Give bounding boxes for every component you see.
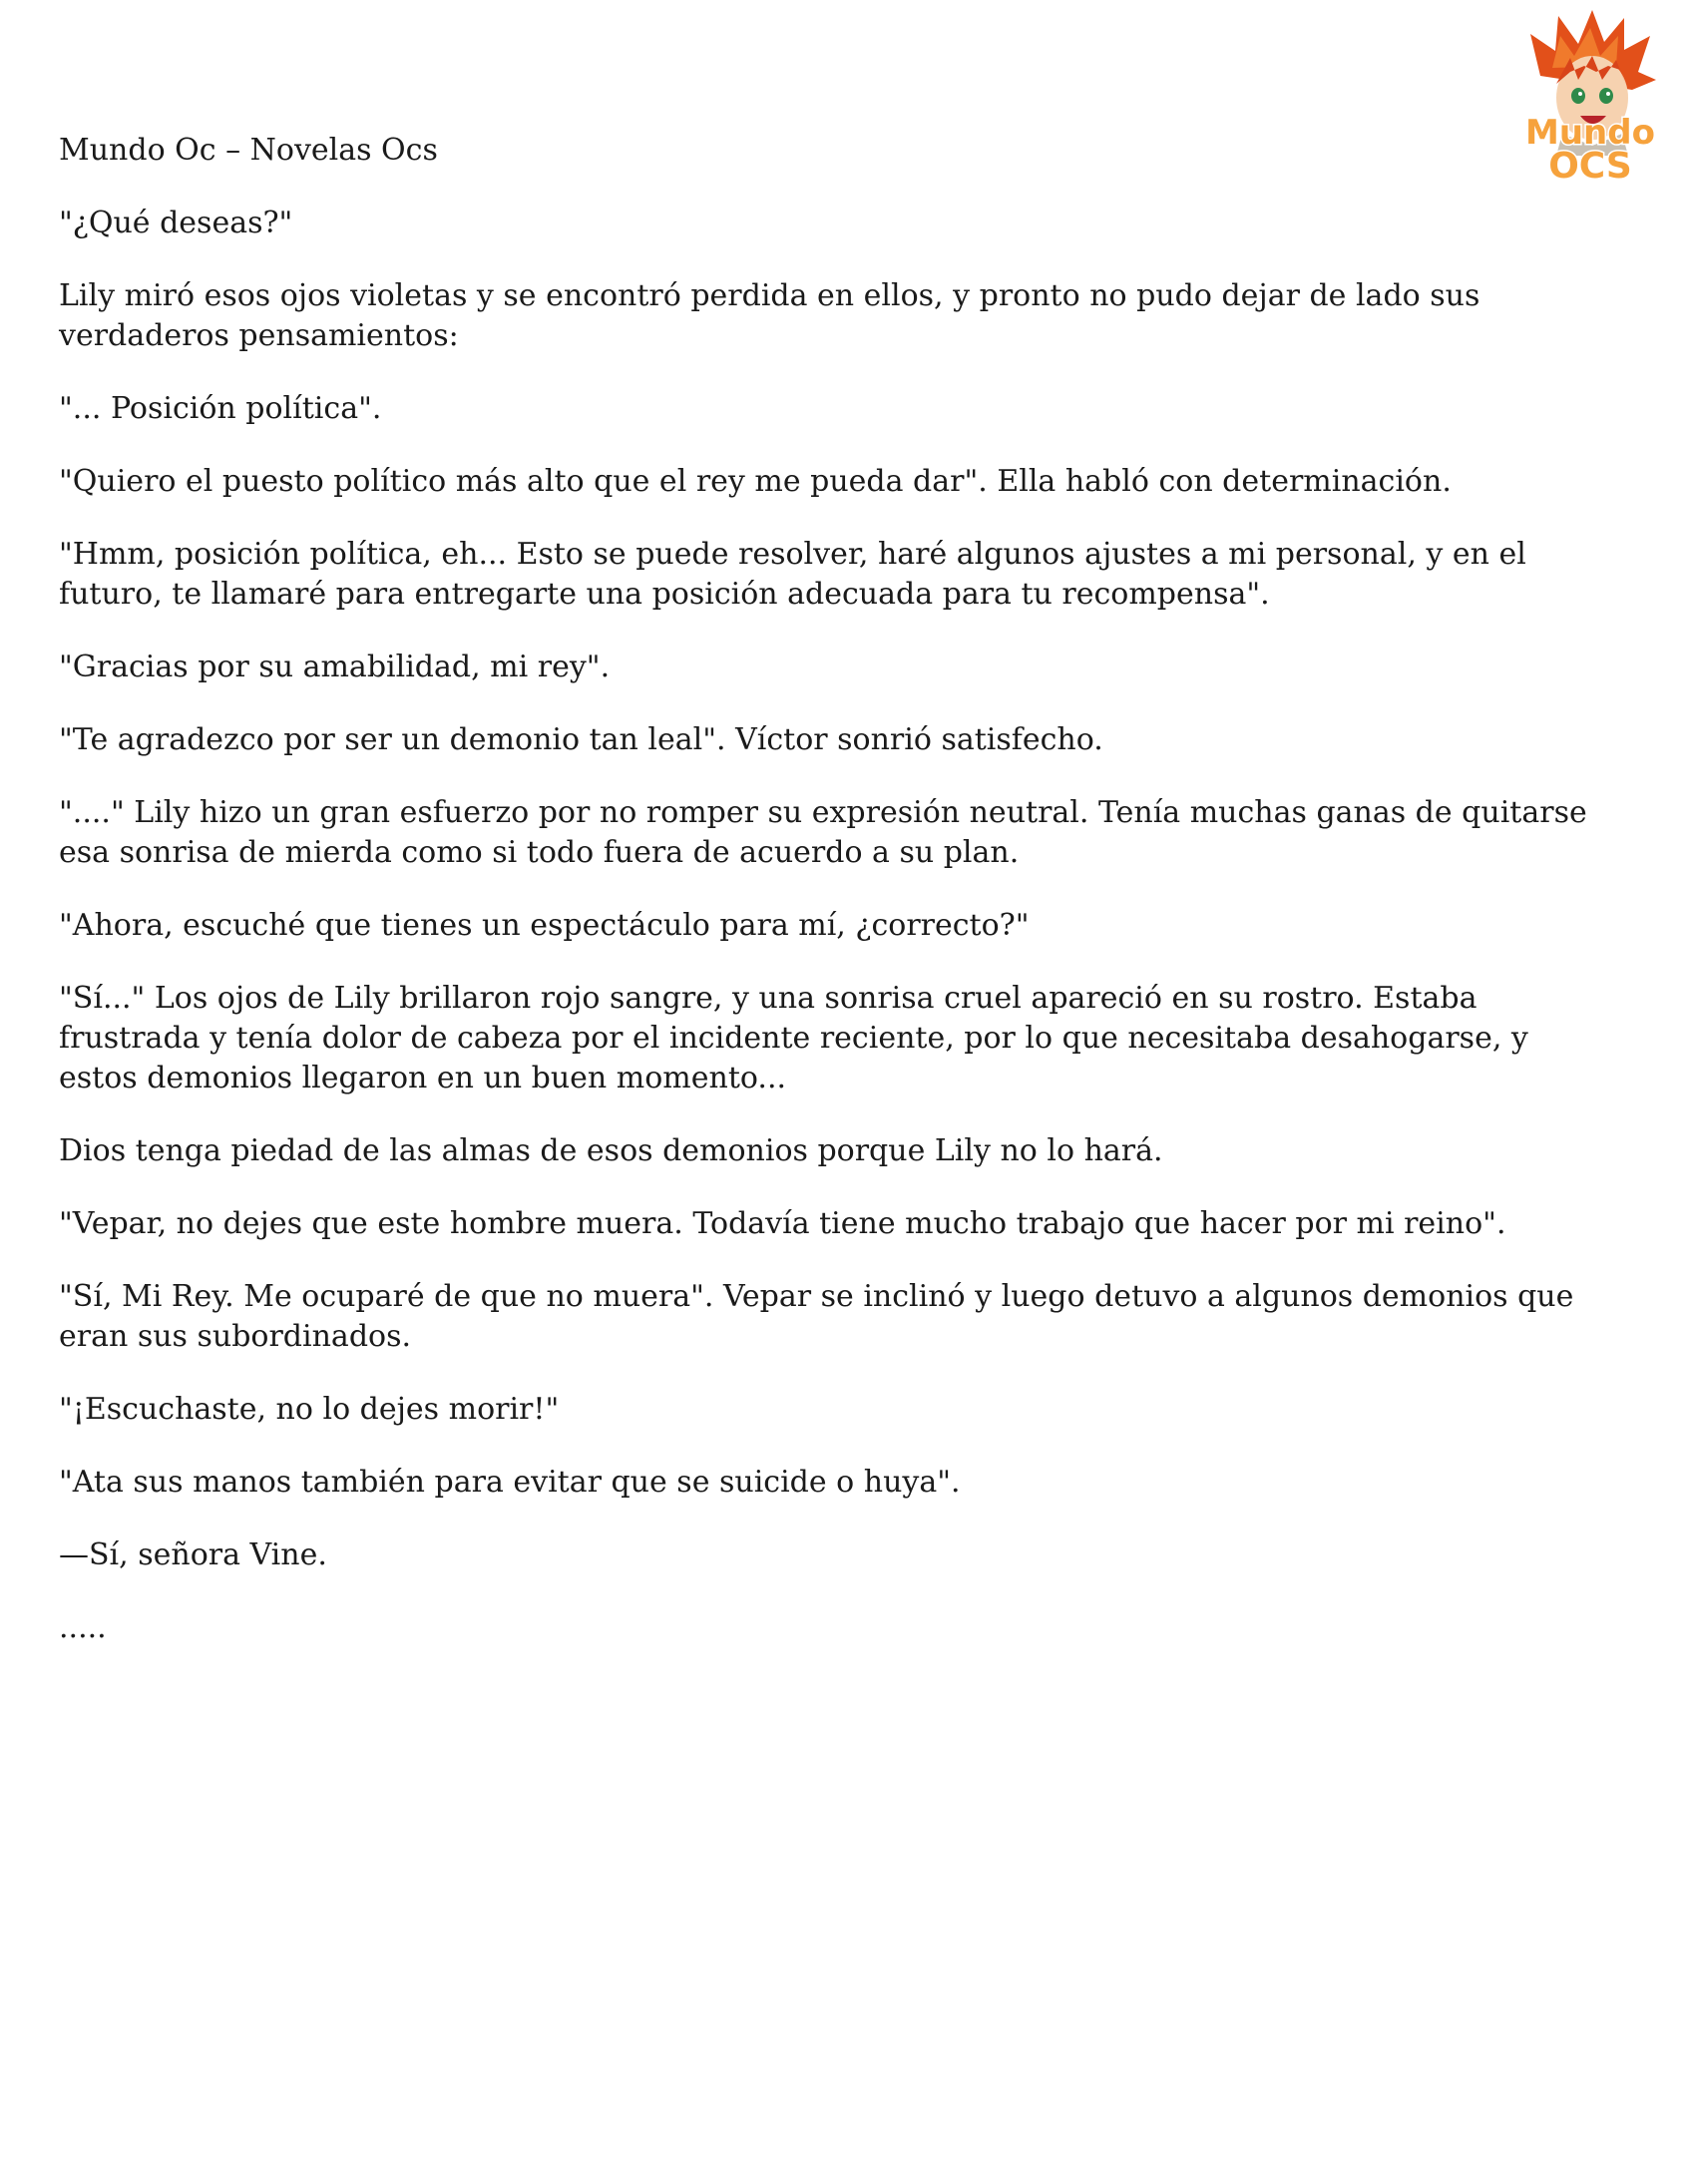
paragraph: "¡Escuchaste, no lo dejes morir!" (59, 1392, 560, 1427)
paragraph: ..... (59, 1610, 107, 1645)
paragraph: "Te agradezco por ser un demonio tan leal". Víctor sonrió satisfecho. (59, 722, 1103, 757)
paragraph: "Gracias por su amabilidad, mi rey". (59, 650, 611, 684)
paragraph: "Hmm, posición política, eh... Esto se puede resolver, haré algunos ajustes a mi personal, y en el futuro, te llamaré para entregarte una posición adecuada para tu recompensa". (59, 537, 1526, 612)
paragraph: "Ata sus manos también para evitar que se suicide o huya". (59, 1465, 961, 1500)
logo-text-line1: Mundo (1525, 113, 1655, 153)
paragraph: Dios tenga piedad de las almas de esos demonios porque Lily no lo hará. (59, 1133, 1163, 1168)
paragraph: "¿Qué deseas?" (59, 206, 293, 240)
paragraph: "Ahora, escuché que tienes un espectáculo para mí, ¿correcto?" (59, 908, 1030, 943)
logo-text-line2: OCS (1548, 146, 1632, 186)
paragraph: "Sí, Mi Rey. Me ocuparé de que no muera". Vepar se inclinó y luego detuvo a algunos demonios que eran sus subordinados. (59, 1279, 1574, 1354)
paragraph: "... Posición política". (59, 391, 382, 426)
paragraph: "Vepar, no dejes que este hombre muera. Todavía tiene mucho trabajo que hacer por mi reino". (59, 1206, 1506, 1241)
paragraph: —Sí, señora Vine. (59, 1537, 327, 1572)
paragraph: Lily miró esos ojos violetas y se encontró perdida en ellos, y pronto no pudo dejar de lado sus verdaderos pensamientos: (59, 278, 1480, 353)
site-title: Mundo Oc – Novelas Ocs (59, 133, 438, 168)
paragraph: "Quiero el puesto político más alto que el rey me pueda dar". Ella habló con determinación. (59, 464, 1452, 499)
paragraph: "...." Lily hizo un gran esfuerzo por no romper su expresión neutral. Tenía muchas ganas de quitarse esa sonrisa de mierda como si todo fuera de acuerdo a su plan. (59, 795, 1587, 870)
paragraph: "Sí..." Los ojos de Lily brillaron rojo sangre, y una sonrisa cruel apareció en su rostro. Estaba frustrada y tenía dolor de cabeza por el incidente reciente, por lo que necesitaba desahogarse, y estos demonios llegaron en un buen momento... (59, 981, 1528, 1095)
document-body (59, 131, 1615, 1681)
